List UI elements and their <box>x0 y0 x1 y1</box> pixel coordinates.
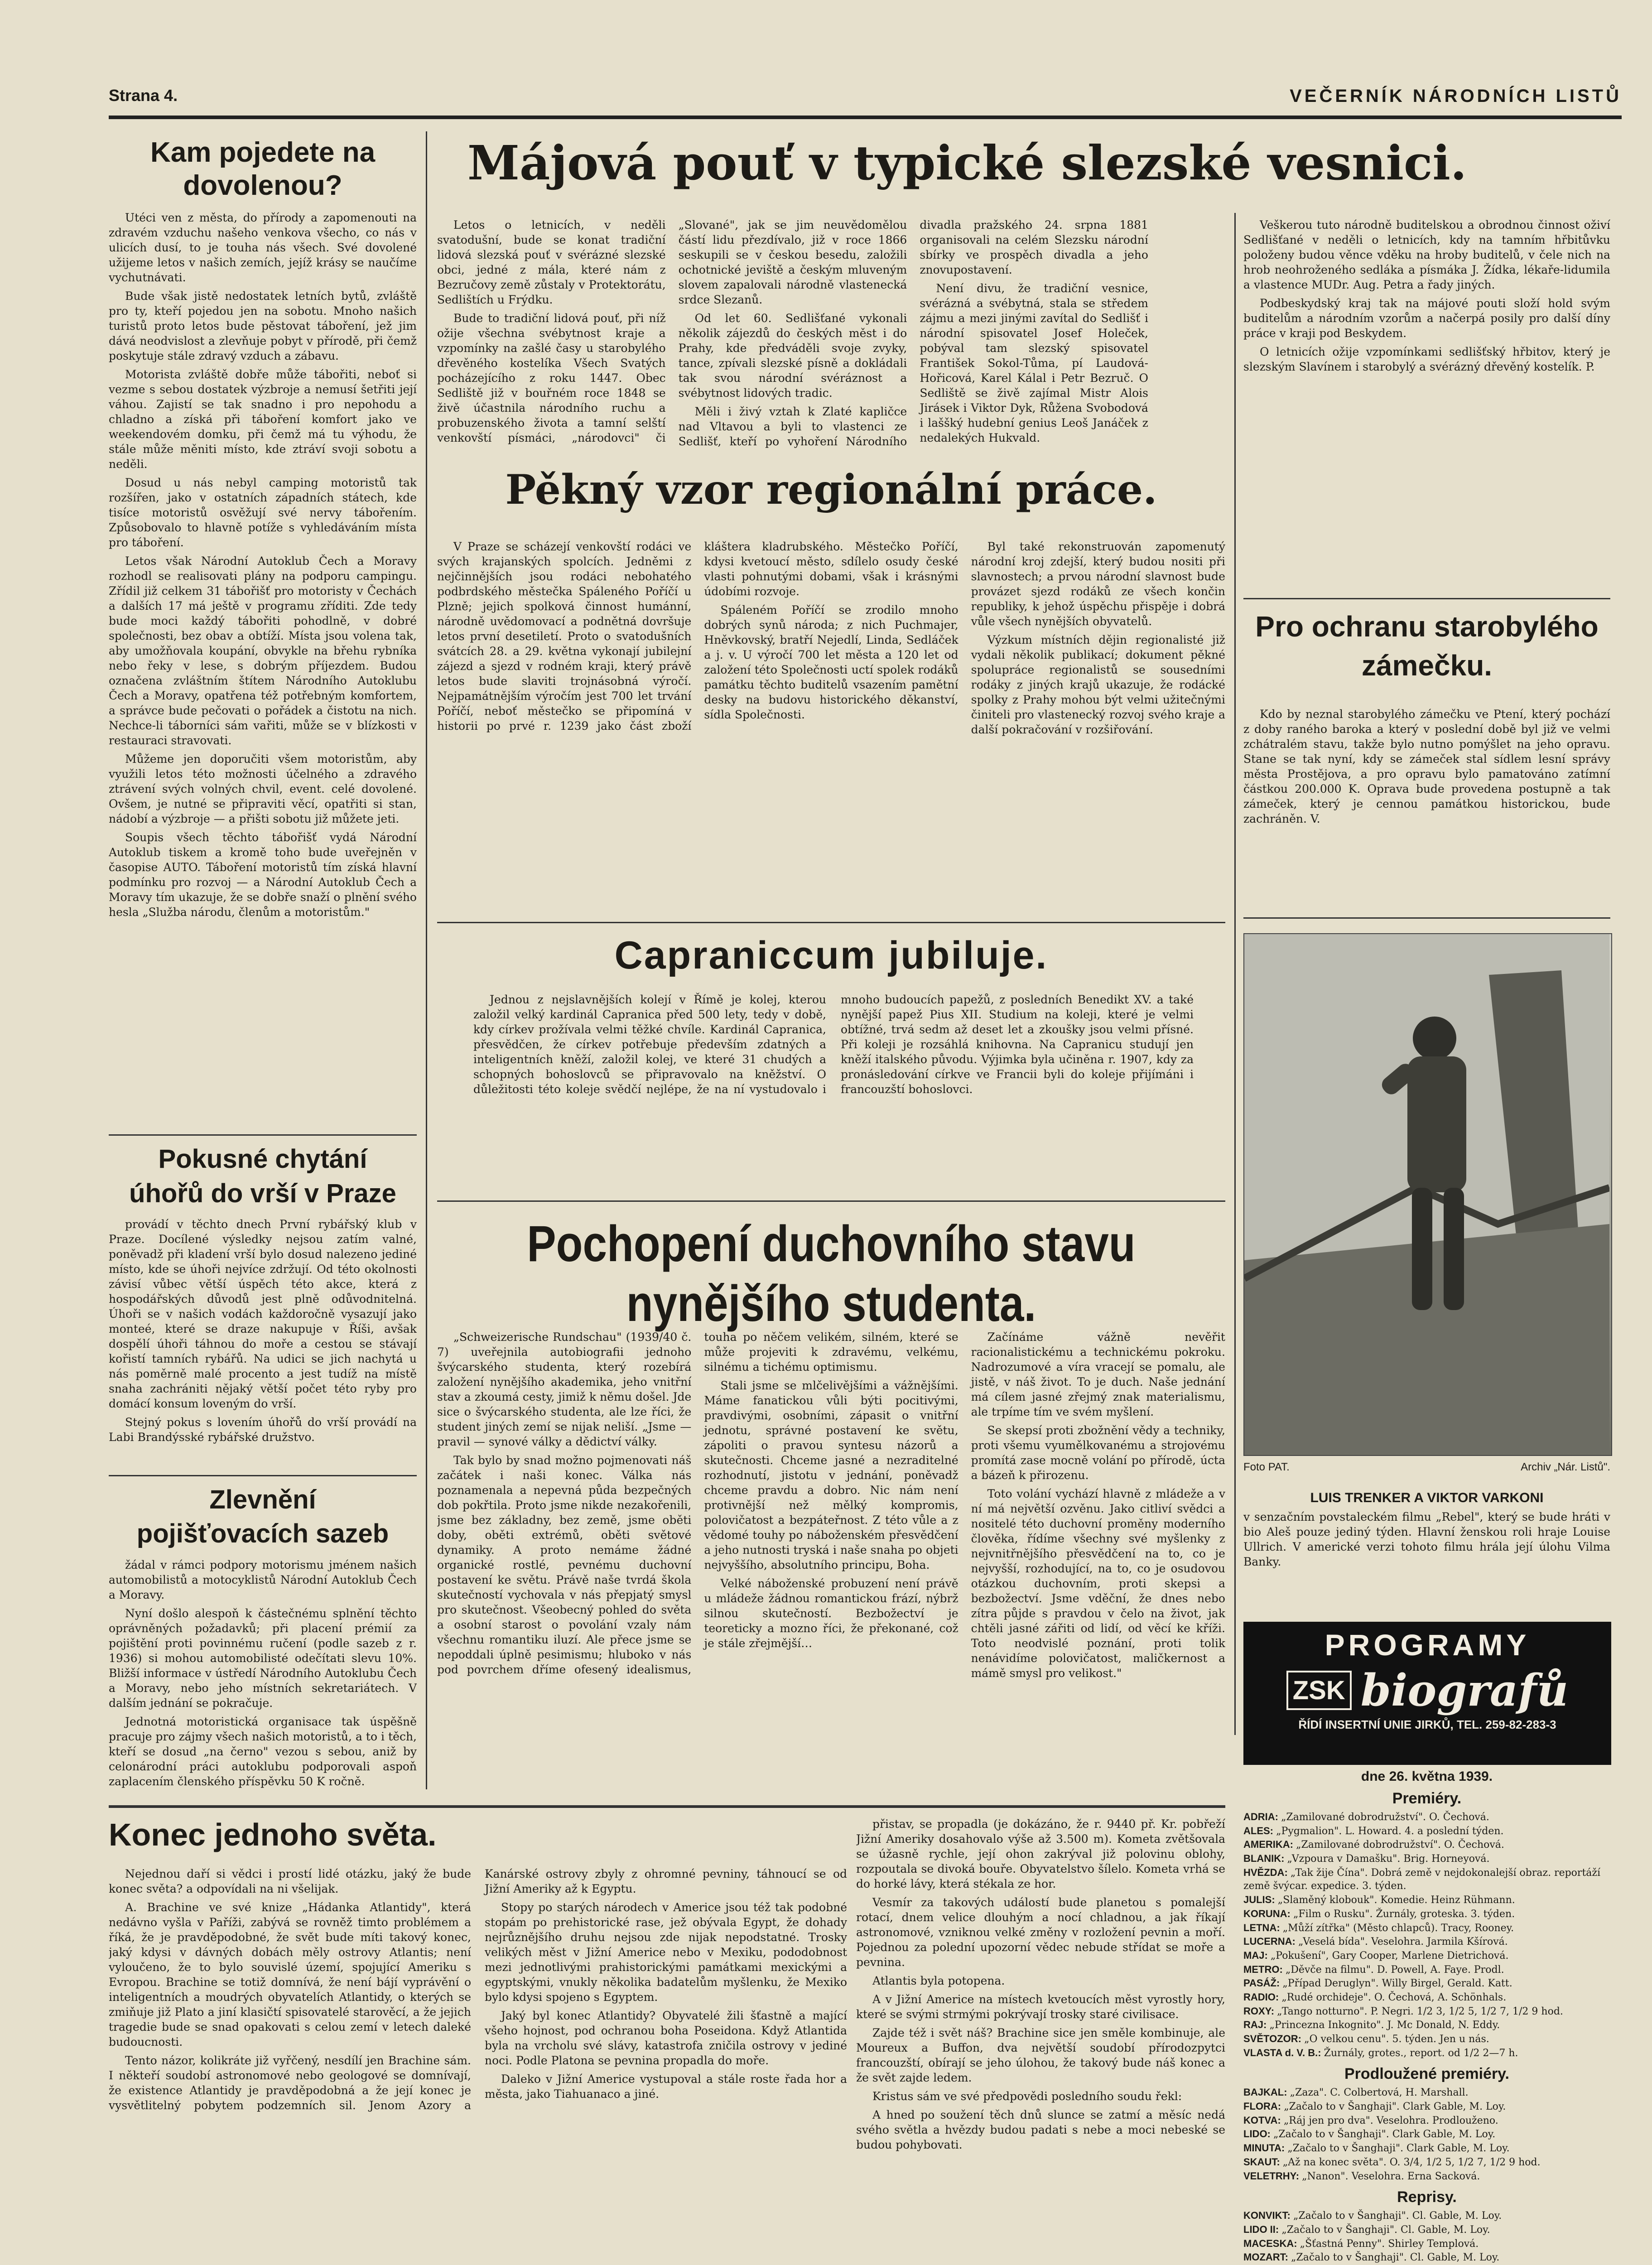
program-row <box>1243 1963 1610 1977</box>
banner-script: biografů <box>1360 1665 1569 1716</box>
majova-pout-title: Májová pouť v typické slezské vesnici. <box>467 135 1467 191</box>
zlevneni-body <box>109 1557 417 1847</box>
paragraph: Soupis všech těchto tábořišť vydá Národní Autoklub tiskem a kromě toho bude uveřejněn v časopise AUTO. Táboření motoristů tím získá hlavní podmínku pro rozvoj — a Národní Autoklub Čech a Moravy tím ukazuje, že se dobře snaží o plnění svého hesla „Služba národu, členům a motoristům." <box>109 831 417 919</box>
paragraph: Stejný pokus s lovením úhořů do vrší provádí na Labi Brandýsské rybářské družstvo. <box>109 1416 417 1444</box>
cinema-name: ROXY: <box>1243 2005 1277 2017</box>
film-still-illustration <box>1244 934 1609 1453</box>
konec-sveta-title: Konec jednoho světa. <box>109 1817 437 1852</box>
pochopeni-title: Pochopení duchovního stavu nynějšího studenta. <box>527 1215 1136 1332</box>
soldier-leg <box>1444 1188 1464 1310</box>
film-title: „Zamilované dobrodružství". O. Čechová. <box>1281 1812 1489 1823</box>
paragraph: Stopy po starých národech v Americe jsou též tak podobné stopám po prehistorické rase, jež obývala Egypt, že dohady nejrůznějšího druhu nejsou zde nijak nepodstatné. Trosky velikých měst v Jižní Americe nebo v Mexiku, pododobnost mezi jednotlivými prahistorickými památkami mexickými a egyptskými, vnukly několika badatelům myšlenku, že Mexiko bylo kdysi spojeno s Egyptem. <box>485 1901 847 2004</box>
program-row <box>1243 2141 1610 2155</box>
film-title: „Slaměný klobouk". Komedie. Heinz Rühmann. <box>1277 1894 1515 1906</box>
film-title: „Nanon". Veselohra. Erna Sacková. <box>1302 2170 1480 2182</box>
konec-sveta-article <box>109 1817 485 1853</box>
programs-listing <box>1243 1769 1610 2265</box>
caption-title: LUIS TRENKER A VIKTOR VARKONI <box>1310 1490 1544 1505</box>
paragraph: Atlantis byla potopena. <box>872 1974 1005 1987</box>
film-title: „Zamilované dobrodružství". O. Čechová. <box>1296 1839 1504 1851</box>
paragraph: Nejednou daří si vědci i prostí lidé otázku, jaký že bude konec světa? a odpovídali na ni všelijak. <box>109 1867 471 1895</box>
cinema-name: ALES: <box>1243 1825 1276 1836</box>
paragraph: Stali jsme se mlčelivějšími a vážnějšími. Máme fanatickou vůli býti pocitivými, pravdivými, osobními, zápasit o vnitřní jednotu, správné postavení ke světu, zápoliti o pravou syntesu názorů a skutečnosti. Chceme jasné a nezraditelné rozhodnutí, jistotu v jednání, poněvadž chceme pravdu a dobro. Nic nám není protivnější než mělký kompromis, polovičatost a bezpáteřnost. Z této vůle a z vědomé touhy po náboženském přesvědčení a jeho nutnosti tryská i naše snaha po objeti nejvyššího, absolutního principu, Boha. <box>704 1379 958 1571</box>
cinema-name: MINUTA: <box>1243 2142 1288 2154</box>
program-row <box>1243 2005 1610 2019</box>
divider <box>1243 917 1610 919</box>
paragraph: Podbeskydský kraj tak na májové pouti složí hold svým buditelům a národním vzorům a načerpá posily pro další díny práce v kraji pod Beskydem. <box>1243 297 1610 340</box>
cinema-name: MAJ: <box>1243 1949 1271 1961</box>
capraniccum-title: Capraniccum jubiluje. <box>614 934 1048 977</box>
cinema-name: BLANIK: <box>1243 1853 1287 1865</box>
photo-credit: Foto PAT. <box>1243 1461 1290 1473</box>
film-title: „Film o Rusku". Žurnály, groteska. 3. týden. <box>1293 1908 1515 1920</box>
paragraph: Motorista zvláště dobře může tábořiti, neboť si vezme s sebou dostatek výzbroje a nemusí šetřiti její váhou. Zajistí se tak snadno i pro nepohodu a chladno a získá při táboření komfort jako ve weekendovém domku, při čemž má tu výhodu, že stále může měniti místo, kde ztráví svoji sobotu a neděli. <box>109 368 417 471</box>
programs-banner <box>1243 1622 1611 1765</box>
program-row <box>1243 2100 1610 2114</box>
photo-credits <box>1243 1461 1610 1474</box>
film-title: Žurnály, grotes., report. od 1/2 2—7 h. <box>1324 2047 1518 2059</box>
reprisy-list <box>1243 2209 1610 2265</box>
paragraph: Bude však jistě nedostatek letních bytů, zvláště pro ty, kteří pojedou jen na sobotu. Mnoho našich turistů proto letos bude pěstovat táboření, jež jim dává neodvislost a zlevňuje pobyt v přírodě, při čemž poskytuje stále zdravý vzduch a zábavu. <box>109 289 417 363</box>
paragraph: Výzkum místních dějin regionalisté již vydali několik publikací; dokument pěkné spolupráce regionalistů se sousedními rodáky z jiných krajů ukazuje, že rodácké spolky z Prahy mohou být velmi užitečnými činiteli pro vlastenecký rozvoj svého kraje a další pokračování v rozšiřování. <box>971 633 1225 736</box>
cinema-name: FLORA: <box>1243 2101 1284 2112</box>
paragraph: Utéci ven z města, do přírody a zapomenouti na zdravém vzduchu našeho venkova všecho, co nás v ulicích dusí, to je touha nás všech. Své dovolené užijeme letos v našich zemích, jejíž krásy se naučíme vychutnávati. <box>109 211 417 284</box>
cinema-name: KOTVA: <box>1243 2114 1284 2126</box>
paragraph: Jednou z nejslavnějších kolejí v Římě je kolej, kterou založil velký kardinál Capranica před 500 lety, tedy v době, kdy církev prožívala velmi těžké chvíle. Kardinál Capranica, přesvědčen, že církev potřebuje především zdatných a inteligentních kněží, založil kolej, ve které 31 chudých a schopných bohoslovců se připravovalo na kněžství. O důležitosti této koleje svědčí nejlépe, že na ní vystudovalo i mnoho budoucích papežů, z posledních Benedikt XV. a také nynější papež Pius XII. Studium na koleji, které je velmi obtížné, trvá sedm až deset let a zkoušky jsou velmi přísné. Při koleji je rozsáhlá knihovna. Na Capranicu studují jen kněží italského původu. Výjimka byla učiněna r. 1907, kdy za pronásledování církve ve Francii byli do koleje přijímáni i francouzští bohoslovci. <box>473 993 1194 1096</box>
zlevneni-title: Zlevnění pojišťovacích sazeb <box>136 1485 389 1549</box>
paragraph: O letnicích ožije vzpomínkami sedlišťský hřbitov, který je slezským Slavínem i starobylý a svérázný dřevěný kostelík. P. <box>1243 345 1610 373</box>
majova-pout-body <box>437 217 1148 453</box>
photo-archive: Archiv „Nár. Listů". <box>1521 1461 1610 1473</box>
paragraph: Bude to tradiční lidová pouť, při níž ožije všechna svébytnost kraje a vzpomínky na zašlé časy u starobylého dřevěného kostelíka Všech Svatých pocházejícího z roku 1447. Obec Sedliště již v bouřném roce 1848 se živě účastnila národního ruchu a probuzenského života a tamní selští venkovští písmáci, „národovci" či „Slované", jak se jim neuvědomělou částí lidu přezdívalo, již v roce 1866 seskupili se v českou besedu, založili ochotnické jeviště a českým mluveným slovem zapalovali národně vlastenecká srdce Slezanů. <box>437 218 907 444</box>
banner-bottom: ŘÍDÍ INSERTNÍ UNIE JIRKŮ, TEL. 259-82-283-3 <box>1298 1718 1556 1731</box>
paragraph: Letos však Národní Autoklub Čech a Moravy rozhodl se realisovati plány na podporu campingu. Zřídil již celkem 31 tábořišť pro motoristy v Čechách a dalších 17 má ještě v programu zříditi. Zde tedy bude moci každý tábořiti pohodlně, v dobré společnosti, bez obav a obtíží. Místa jsou volena tak, aby umožňovala koupání, obvykle na břehu rybníka nebo řeky v lese, s dobrým příjezdem. Budou označena zvláštním štítem Národního Autoklubu Čech a Moravy, opatřena též potřebným komfortem, a správce bude pečovati o pořádek a čistotu na nich. Nechce-li táborníci sám vařiti, může se v blízkosti v restauraci stravovati. <box>109 554 417 747</box>
ochrana-zamecku-article <box>1243 607 1610 685</box>
program-row <box>1243 1990 1610 2005</box>
pekny-vzor-article <box>437 467 1225 514</box>
kam-pojedete-body <box>109 210 417 1130</box>
film-title: „Vzpoura v Damašku". Brig. Horneyová. <box>1287 1853 1490 1865</box>
program-row <box>1243 1976 1610 1990</box>
divider <box>109 1805 1225 1808</box>
paragraph: provádí v těchto dnech První rybářský klub v Praze. Docílené výsledky nejsou zatím valné, poněvadž při kladení vrší bylo dosud nalezeno jediné místo, kde se úhoři nejvíce zdržují. Od této okolnosti závisí vůbec větší úspěch této akce, která z hospodářských důvodů jest plně odůvodnitelná. Úhoři se v našich vodách každoročně vysazují jako monteé, které se draze nakupuje v Říši, avšak dospělí úhoři táhnou do moře a cestou se stávají kořistí tamních rybářů. Na udici se jich nachytá u nás poměrně malé procento a jest tudíž na místě snaha zachrániti nějaký větší počet této ryby pro domácí konsum loveným do vrší. <box>109 1218 417 1411</box>
program-row <box>1243 2086 1610 2100</box>
paragraph: A hned po soužení těch dnů slunce se zatmí a měsíc nedá svého světla a hvězdy budou padati s nebe a moci nebeské se budou pohybovati. <box>856 2108 1225 2151</box>
paragraph: Veškerou tuto národně buditelskou a obrodnou činnost oživí Sedlišťané v neděli o letnicích, kdy na tamním hřbitůvku položeny budou věnce vděku na hroby buditelů, v čele nich na hrob neohroženého sedláka a písmáka J. Žídka, lékaře-lidumila a vlastence MUDr. Aug. Petra a řady jiných. <box>1243 218 1610 291</box>
cinema-name: RADIO: <box>1243 1991 1282 2003</box>
film-title: „Začalo to v Šanghaji". Clark Gable, M. Loy. <box>1273 2129 1496 2140</box>
program-row <box>1243 2018 1610 2032</box>
program-row <box>1243 1810 1610 1824</box>
paragraph: Byl také rekonstruován zapomenutý národní kroj zdejší, který budou nositi při slavnostech; a prvou národní slavnost bude provázet sjezd rodáků ze všech končin republiky, k jehož úspěchu přispěje i dobrá vůle všech nynějších obyvatelů. <box>971 540 1225 628</box>
soldier-head <box>1413 1017 1456 1060</box>
banner-logo-row <box>1245 1665 1610 1716</box>
paragraph: Letos o letnicích, v neděli svatodušní, bude se konat tradiční lidová slezská pouť v svérázné slezské obci, jedné z mála, které nám z Bezručovy země zůstaly v Protektorátu, Sedlištích u Frýdku. <box>437 218 666 306</box>
program-row <box>1243 1921 1610 1935</box>
program-row <box>1243 2032 1610 2046</box>
program-row <box>1243 1824 1610 1838</box>
program-row <box>1243 1949 1610 1963</box>
program-row <box>1243 2169 1610 2183</box>
paragraph: přistav, se propadla (je dokázáno, že r. 9440 př. Kr. pobřeží Jižní Ameriky dosahovalo výše až 3.500 m). Kometa zvětšovala se úžasně rychle, její ohon zakrýval již polovinu oblohy, rozpoutala se divoká bouře. Obyvatelstvo šílelo. Kometa vrhá se do horké lávy, která stékala ze hor. <box>856 1817 1225 1890</box>
cinema-name: LETNA: <box>1243 1922 1283 1933</box>
caption-text: v senzačním povstaleckém filmu „Rebel", který se bude hráti v bio Aleš pouze jediný týden. Hlavní ženskou roli hraje Louise Ullrich. V americké verzi tohoto filmu hrála její úlohu Vilma Banky. <box>1243 1510 1610 1568</box>
cinema-name: KORUNA: <box>1243 1908 1293 1919</box>
paragraph: Daleko v Jižní Americe vystupoval a stále roste řada hor a města, jako Tiahuanaco a jiné. <box>485 2072 847 2101</box>
paragraph: žádal v rámci podpory motorismu jménem našich automobilistů a motocyklistů Národní Autoklub Čech a Moravy. <box>109 1558 417 1601</box>
kam-pojedete-title: Kam pojedete na dovolenou? <box>150 137 376 202</box>
program-row <box>1243 1838 1610 1852</box>
cinema-name: PASÁŽ: <box>1243 1977 1283 1989</box>
paragraph: Kristus sám ve své předpovědi posledního soudu řekl: <box>872 2090 1182 2103</box>
divider <box>437 922 1225 923</box>
konec-sveta-body-2 <box>856 1817 1225 2265</box>
paragraph: V Praze se scházejí venkovští rodáci ve svých krajanských spolcích. Jedněmi z nejčinnějších jsou rodáci nebohatého podbrdského městečka Spáleného Poříčí u Plzně; jejich spolková činnost humánní, národně uvědomovací a podnětná dovršuje letos první desetiletí. Proto o svatodušních svátcích 28. a 29. května vykonají jubilejní zájezd a sjezd v rodném kraji, který právě letos bude slaviti trojnásobná výročí. Nejpamátnějším výročím jest 700 let trvání Poříčí, neboť městečko se připomíná v historii po prvé r. 1239 jako část zboží kláštera kladrubského. Městečko Poříčí, kdysi kvetoucí město, sdílelo osudy české vlasti pohnutými dobami, však i krásnými údobími rozvoje. <box>437 540 958 733</box>
paragraph: A. Brachine ve své knize „Hádanka Atlantidy", která nedávno vyšla v Paříži, zabývá se rovněž timto problémem a říká, že je pravděpodobné, že svět bude míti takový konec, jaký kdysi v dávných dobách měly ostrovy Atlantis; není vyloučeno, že to bylo souvislé území, spojující Ameriku s Evropou. Brachine se totiž domnívá, že není bájí vyprávění o inteligentních a moudrých obyvatelích Atlantidy, o kterých se zmiňuje již Plato a jiní klasičtí spisovatelé starověcí, a že jejich tragedie bude se snad opakovati s celou zemí v letech daleké budoucnosti. <box>109 1901 471 2048</box>
cinema-name: SVĚTOZOR: <box>1243 2033 1305 2044</box>
paragraph: A v Jižní Americe na místech kvetoucích měst vyrostly hory, které se svými strmými pokrývají trosky staré civilisace. <box>856 1993 1225 2021</box>
film-title: „Pokušení", Gary Cooper, Marlene Dietrichová. <box>1270 1950 1509 1961</box>
soldier-leg <box>1412 1188 1432 1310</box>
paragraph: Měli i živý vztah k Zlaté kapličce nad Vltavou a byli to vlastenci ze Sedlišť, kteří po vyhoření Národního divadla pražského 24. srpna 1881 organisovali na celém Slezsku národní sbírky ve prospěch divadla a jeho znovupostavení. <box>678 218 1148 448</box>
program-row <box>1243 2127 1610 2141</box>
capraniccum-article <box>437 933 1225 978</box>
divider <box>437 1200 1225 1202</box>
film-title: „Ráj jen pro dva". Veselohra. Prodlouženo. <box>1283 2115 1498 2126</box>
cinema-name: JULIS: <box>1243 1894 1278 1906</box>
program-row <box>1243 1893 1610 1907</box>
cinema-name: MACESKA: <box>1243 2237 1300 2249</box>
paragraph: Spáleném Poříčí se zrodilo mnoho dobrých synů národa; z nich Puchmajer, Hněvkovský, bratří Nejedlí, Linda, Sedláček a j. v. U výročí 700 let města a 120 let od založení této Společnosti uctí spolek rodáků památku těchto buditelů vsazením pamětní desky na budovu historického děkanství, sídla Společnosti. <box>704 603 958 721</box>
film-still-photo <box>1243 933 1612 1456</box>
film-title: „Veselá bída". Veselohra. Jarmila Kšírová. <box>1298 1936 1508 1948</box>
cinema-name: HVĚZDA: <box>1243 1866 1291 1878</box>
paragraph: Začínáme vážně nevěřit racionalistickému a technickému pokroku. Nadrozumové a víra vracejí se pomalu, ale jistě, v náš život. To je duch. Naše jednání má cílem jasné zřejmý znak materialismu, ale trpíme tím ve svém myšlení. <box>971 1330 1225 1418</box>
program-row <box>1243 1852 1610 1866</box>
cinema-name: LIDO: <box>1243 2128 1273 2140</box>
column-divider <box>1234 213 1236 1735</box>
cinema-name: RAJ: <box>1243 2019 1270 2031</box>
film-title: „Šťastná Penny". Shirley Templová. <box>1300 2238 1479 2250</box>
film-title: „Princezna Inkognito". J. Mc Donald, N. Eddy. <box>1269 2019 1500 2031</box>
paragraph: Můžeme jen doporučiti všem motoristům, aby využili letos této možnosti účelného a zdravého ztrávení svých volných chvil, event. celé dovolené. Ovšem, je nutné se připraviti věcí, opatřiti si stan, nádobí a výzbroje — a přišti sobotu již můžete jeti. <box>109 752 417 826</box>
column-divider <box>426 131 427 1789</box>
cinema-name: LIDO II: <box>1243 2223 1282 2235</box>
cinema-name: VELETRHY: <box>1243 2170 1302 2182</box>
film-title: „Začalo to v Šanghaji". Cl. Gable, M. Loy. <box>1281 2224 1490 2236</box>
film-title: „Začalo to v Šanghaji". Cl. Gable, M. Loy. <box>1293 2210 1502 2222</box>
cinema-name: LUCERNA: <box>1243 1936 1298 1947</box>
reprisy-title: Reprisy. <box>1397 2188 1457 2206</box>
cinema-name: MOZART: <box>1243 2251 1291 2263</box>
masthead: VEČERNÍK NÁRODNÍCH LISTŮ <box>1290 86 1622 106</box>
soldier-body <box>1407 1056 1466 1192</box>
program-row <box>1243 2046 1610 2060</box>
prodlouzene-list <box>1243 2086 1610 2183</box>
cinema-name: METRO: <box>1243 1963 1286 1975</box>
film-title: „Pygmalion". L. Howard. 4. a poslední týden. <box>1276 1825 1504 1837</box>
paragraph: Se skepsí proti zbožnění vědy a techniky, proti všemu vyumělkovanému a strojovému promítá zase mocně volání po přírodě, úcta a bázeň k přirozenu. <box>971 1424 1225 1482</box>
cinema-name: VLASTA d. V. B.: <box>1243 2047 1324 2058</box>
paragraph: Není divu, že tradiční vesnice, svérázná a svébytná, stala se středem zájmu a mezi jinými zavítal do Sedlišť i národní spisovatel Josef Holeček, pobýval tam slezský spisovatel František Sokol-Tůma, pí Laudová-Hořicová, Karel Kálal i Petr Bezruč. O Sedliště se živě zajímal Mistr Alois Jirásek i Viktor Dyk, Růžena Svobodová i laššký hudební genius Leoš Janáček z nedalekých Hukvald. <box>920 282 1148 444</box>
photo-caption <box>1243 1490 1610 1569</box>
paragraph: Kdo by neznal starobylého zámečku ve Ptení, který pochází z doby raného baroka a který v poslední době byl již ve velmi zchátralém stavu, takže bylo nutno pomýšlet na jeho opravu. Stane se tak nyní, kdy se zámeček stal sídlem lesní správy města Prostějova, a pro opravu bylo pamatováno zatímní částkou 200.000 K. Oprava bude provedena postupně a tak zámeček, který je cennou památkou historickou, bude zachráněn. V. <box>1243 708 1610 825</box>
page-header <box>109 84 1622 119</box>
paragraph: Jaký byl konec Atlantidy? Obyvatelé žili šťastně a mající všeho hojnost, pod ochranou boha Poseidona. Když Atlantida byla na vrcholu své slávy, katastrofa zničila ostrovy v jediné noci. Podle Platona se pevnina propadla do moře. <box>485 2009 847 2067</box>
zsk-logo: ZSK <box>1286 1671 1352 1710</box>
film-title: „Začalo to v Šanghaji". Cl. Gable, M. Loy. <box>1291 2252 1500 2264</box>
paragraph: Tak bylo by snad možno pojmenovati náš začátek i naši konec. Válka nás poznamenala a nepevná půda bezpečných dob pokřtila. Proto jsme nikde nezakořenili, jsme bez základny, bez země, jsme oběti doby, oběti extrémů, oběti světové dynamiky. A proto nemáme žádné organické rostlé, pevnému duchovní postavení ke světu. Právě naše tvrdá škola skutečností vychovala v nás přepjatý smysl pro skutečnost. Všeobecný pohled do světa a osobní starost o povolání vzaly nám všechnu romantiku iluzí. Ale přece jsme se nepoddali úplně pesimismu; hluboko v nás pod povrchem dříme ofesený idealismus, touha po něčem velikém, silném, které se může projeviti k zdravému, velkému, silnému a tichému optimismu. <box>437 1330 958 1676</box>
film-title: „Rudé orchideje". O. Čechová, A. Schönhals. <box>1281 1991 1507 2003</box>
pochopeni-article <box>437 1214 1225 1334</box>
paragraph: Velké náboženské probuzení není právě u mládeže žádnou romantickou frází, nýbrž silnou skutečností. Bezbožectví je teoreticky a mozno říci, že překonané, což je stále zřejmější… <box>704 1577 958 1650</box>
program-row <box>1243 2155 1610 2169</box>
program-row <box>1243 2223 1610 2237</box>
program-row <box>1243 2114 1610 2128</box>
cinema-name: AMERIKA: <box>1243 1839 1296 1851</box>
cinema-name: SKAUT: <box>1243 2156 1283 2168</box>
capraniccum-body <box>473 992 1194 1191</box>
film-title: „Zaza". C. Colbertová, H. Marshall. <box>1290 2087 1469 2099</box>
program-row <box>1243 1935 1610 1949</box>
divider <box>109 1475 417 1476</box>
ochrana-title: Pro ochranu starobylého zámečku. <box>1255 610 1599 682</box>
pokusne-chytani-title: Pokusné chytání úhořů do vrší v Praze <box>129 1144 396 1208</box>
paragraph: Vesmír za takových událostí bude planetou s pomalejší rotací, dnem velice dlouhým a nocí chladnou, a jak říkají astronomové, vzniknou velké změny v rozložení pevnin a moří. Pojednou za polední upozorní vědec nebude střídat se moře a pevnina. <box>856 1896 1225 1969</box>
date-line: dne 26. května 1939. <box>1361 1769 1493 1784</box>
cinema-name: ADRIA: <box>1243 1811 1281 1822</box>
cinema-name: KONVIKT: <box>1243 2210 1293 2222</box>
paragraph: Nyní došlo alespoň k částečnému splnění těchto oprávněných požadavků; při placení prémií za pojištění proti povinnému ručení (podle sazeb z r. 1936) si mohou automobilisté odečítati slevu 10%. Bližší informace v ústředí Národního Autoklubu Čech a Moravy, nebo jeho místních sekretariátech. V dalším jednání se pokračuje. <box>109 1606 417 1710</box>
paragraph: Zajde též i svět náš? Brachine sice jen směle kombinuje, ale Moureux a Buffon, dva největší soudobí přírodozpytci francouzští, obírají se jeho úlohou, že takový bude náš konec a že svět zajde ledem. <box>856 2026 1225 2084</box>
film-title: „O velkou cenu". 5. týden. Jen u nás. <box>1304 2034 1489 2045</box>
pekny-vzor-body <box>437 539 1225 915</box>
divider <box>109 1134 417 1136</box>
film-title: „Tak žije Čína". Dobrá země v nejdokonalejší obraz. reportáží země švýcar. expedice. 3. týden. <box>1243 1867 1601 1892</box>
film-title: „Případ Deruglyn". Willy Birgel, Gerald. Katt. <box>1282 1978 1512 1990</box>
program-row <box>1243 1866 1610 1893</box>
program-row <box>1243 2209 1610 2223</box>
program-row <box>1243 2251 1610 2265</box>
divider <box>1243 598 1610 599</box>
prodlouzene-title: Prodloužené premiéry. <box>1344 2065 1510 2083</box>
film-title: „Tango notturno". P. Negri. 1/2 3, 1/2 5, 1/2 7, 1/2 9 hod. <box>1277 2005 1563 2017</box>
film-title: „Děvče na filmu". D. Powell, A. Faye. Prodl. <box>1285 1964 1504 1976</box>
ochrana-body <box>1243 707 1610 906</box>
film-title: „Začalo to v Šanghaji". Clark Gable, M. Loy. <box>1287 2143 1510 2154</box>
film-title: „Až na konec světa". O. 3/4, 1/2 5, 1/2 7, 1/2 9 hod. <box>1282 2156 1541 2168</box>
banner-top: PROGRAMY <box>1324 1628 1530 1662</box>
pochopeni-body <box>437 1330 1225 1801</box>
paragraph: Dosud u nás nebyl camping motoristů tak rozšířen, jako v ostatních západních státech, kde tisíce motoristů osvěžují své nervy tábořením. Způsobovalo to hlavně potíže s vyhledáváním místa pro táboření. <box>109 476 417 549</box>
konec-sveta-body <box>109 1866 847 2265</box>
paragraph: Od let 60. Sedlišťané vykonali několik zájezdů do českých měst i do Prahy, kde předváděli svoje zvyky, tance, zpívali slezské písně a dokládali tak svou národní svéráznost a svébytnost lidových tradic. <box>678 312 907 400</box>
film-title: „Začalo to v Šanghaji". Clark Gable, M. Loy. <box>1284 2101 1506 2113</box>
paragraph: Jednotná motoristická organisace tak úspěšně pracuje pro zájmy všech našich motoristů, a to i těch, kteří se dosud „na černo" vezou s sebou, aniž by celonárodní práci autoklubu podporovali aspoň zaplacením členského příspěvku 50 K ročně. <box>109 1715 417 1788</box>
cinema-name: BAJKAL: <box>1243 2087 1290 2098</box>
premiery-title: Premiéry. <box>1392 1790 1462 1807</box>
program-row <box>1243 2237 1610 2251</box>
page-number: Strana 4. <box>109 86 178 105</box>
paragraph: Toto volání vychází hlavně z mládeže a v ní má největší ozvěnu. Jako citliví svědci a nositelé této duchovní proměny moderního člověka, řídíme všechny své myšlenky z nejvnitřnějšího přesvědčení na to, co je nejvyšší, rozhodující, na to, co je osudovou otázkou duchovním, proti skepsi a bezbožectví. Jsme vděční, že dnes nebo zítra půjde s pravdou v čelo na život, jak chtěli jasné zářiti od lidí, od věcí ke kříži. Toto neodvislé poznání, proti tolik nenávidíme polovičatost, maličkernost a mámě smysl pro velikost." <box>971 1487 1225 1680</box>
paragraph: „Schweizerische Rundschau" (1939/40 č. 7) uveřejnila autobiografii jednoho švýcarského studenta, který rozebírá založení nynějšího akademika, jeho vnitřní stav a zkoumá cesty, jimiž k němu došel. Jde sice o švýcarského studenta, ale lze říci, že student jiných zemí se nijak neliší. „Jsme — pravil — synové války a dědictví války. <box>437 1330 692 1448</box>
left-column <box>109 131 417 1788</box>
film-title: „Můží zítřka" (Město chlapců). Tracy, Rooney. <box>1282 1922 1514 1934</box>
paragraph: Tento názor, kolikráte již vyřčený, nesdílí jen Brachine sám. I někteří soudobí astronomové nebo geologové se domnívají, že existence Atlantidy je pravděpodobná a že její konec je vysvětlitelný pobytem podzemních sil. Jenom Azory a Kanárské ostrovy zbyly z ohromné pevniny, táhnoucí se od Jižní Ameriky až k Egyptu. <box>109 1867 847 2112</box>
majova-pout-body-right <box>1243 217 1610 589</box>
pekny-vzor-title: Pěkný vzor regionální práce. <box>505 466 1157 514</box>
premiery-list <box>1243 1810 1610 2060</box>
pokusne-chytani-body <box>109 1217 417 1470</box>
program-row <box>1243 1907 1610 1921</box>
